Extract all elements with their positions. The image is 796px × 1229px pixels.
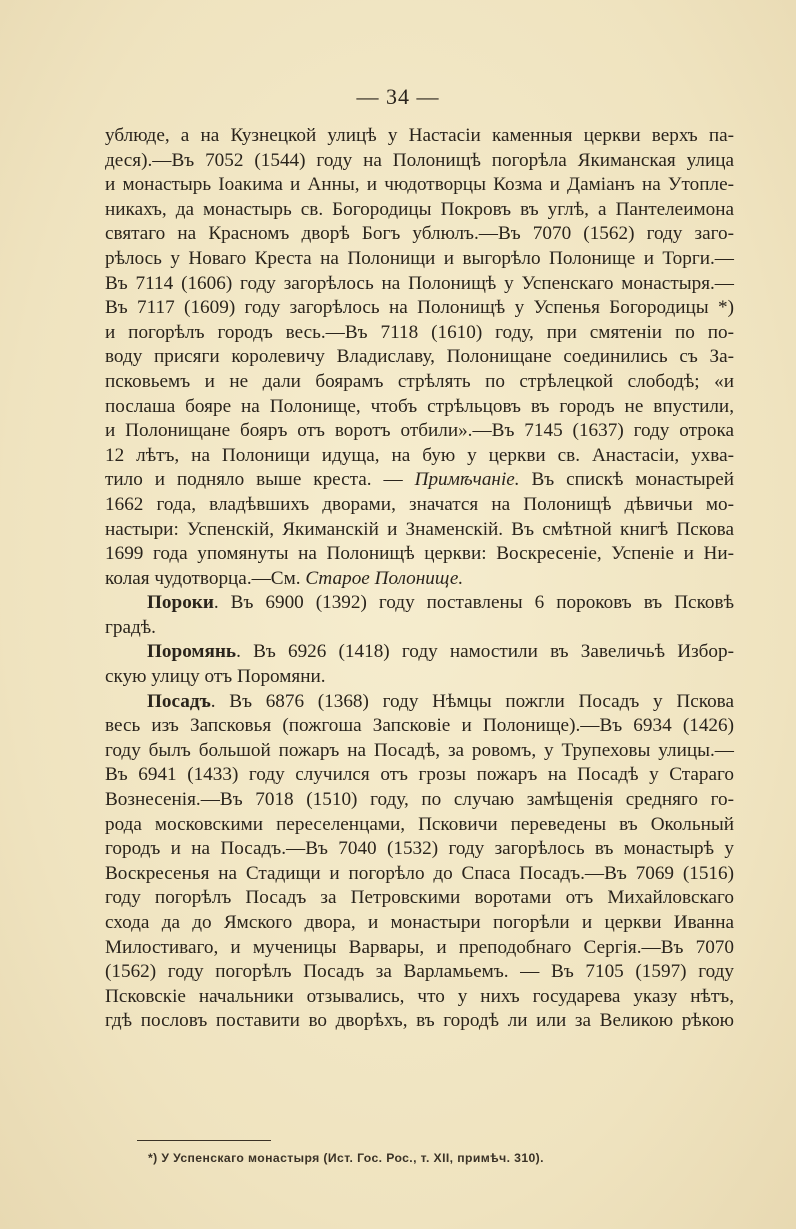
footnote-divider: [137, 1140, 271, 1141]
text-line: городъ и на Посадъ.—Въ 7040 (1532) году загорѣлось въ монастырѣ у: [105, 838, 734, 860]
text-line: святаго на Красномъ дворѣ Богъ ублюлъ.—Въ 7070 (1562) году заго-: [105, 223, 734, 245]
entry-headword: Посадъ: [147, 690, 211, 712]
text-line: и погорѣлъ городъ весь.—Въ 7118 (1610) году, при смятеніи по по-: [105, 321, 734, 343]
text-segment: колая чудотворца.—См.: [105, 567, 306, 589]
text-line: и монастырь Іоакима и Анны, и чюдотворцы Козма и Даміанъ на Утопле-: [105, 174, 734, 196]
text-line: ублюде, а на Кузнецкой улицѣ у Настасіи каменныя церкви верхъ па-: [105, 125, 734, 146]
text-line: году былъ большой пожаръ на Посадѣ, за ровомъ, у Трупеховы улицы.—: [105, 739, 734, 761]
text-segment: . Въ 6926 (1418) году намостили въ Завеличьѣ Избор-: [236, 641, 734, 663]
cross-reference: Старое Полонище.: [305, 567, 464, 589]
text-line: [105, 468, 734, 493]
text-line: 1699 года упомянуты на Полонищѣ церкви: Воскресеніе, Успеніе и Ни-: [105, 543, 734, 565]
text-line: рода московскими переселенцами, Псковичи переведены въ Окольный: [105, 813, 734, 835]
text-line: Въ 6941 (1433) году случился отъ грозы пожаръ на Посадѣ у Стараго: [105, 764, 734, 786]
text-line: Вознесенія.—Въ 7018 (1510) году, по случаю замѣщенія средняго го-: [105, 789, 734, 811]
text-line: гдѣ пословъ поставити во дворѣхъ, въ городѣ ли или за Великою рѣкою: [105, 1010, 734, 1032]
text-segment: Въ спискѣ монастырей: [519, 469, 734, 491]
entry-first-line: [105, 640, 734, 665]
text-line: [105, 567, 734, 592]
text-line: градѣ.: [105, 616, 156, 638]
entry-first-line: [105, 591, 734, 616]
text-line: и Полонищане бояръ отъ воротъ отбили».—Въ 7145 (1637) году отрока: [105, 420, 734, 442]
note-label: Примѣчаніе.: [414, 469, 520, 491]
entry-headword: Пороки: [147, 592, 214, 614]
footnote: *) У Успенскаго монастыря (Ист. Гос. Рос., т. XII, примѣч. 310).: [148, 1151, 544, 1165]
text-line: схода да до Ямского двора, и монастыри погорѣли и церкви Иванна: [105, 912, 734, 933]
text-line: псковьемъ и не дали боярамъ стрѣлять по стрѣлецкой слободѣ; «и: [105, 370, 734, 392]
text-line: Въ 7117 (1609) году загорѣлось на Полонищѣ у Успенья Богородицы *): [105, 297, 734, 319]
text-line: Въ 7114 (1606) году загорѣлось на Полонищѣ у Успенскаго монастыря.—: [105, 272, 734, 294]
text-segment: тило и подняло выше креста. —: [105, 469, 415, 491]
text-line: воду присяги королевичу Владиславу, Полонищане соединились съ За-: [105, 346, 734, 368]
text-segment: . Въ 6900 (1392) году поставлены 6 пороковъ въ Псковѣ: [213, 592, 734, 614]
text-line: Воскресенья на Стадищи и погорѣло до Спаса Посадъ.—Въ 7069 (1516): [105, 862, 734, 884]
text-line: послаша бояре на Полонище, чтобъ стрѣльцовъ въ городъ не впустили,: [105, 395, 734, 417]
entry-headword: Поромянь: [147, 641, 237, 663]
text-line: весь изъ Запсковья (пожгоша Запсковіе и Полонище).—Въ 6934 (1426): [105, 715, 734, 737]
text-line: 12 лѣтъ, на Полонищи идуща, на бую у церкви св. Анастасіи, ухва-: [105, 444, 734, 466]
text-line: рѣлось у Новаго Креста на Полонищи и выгорѣло Полонище и Торги.—: [105, 247, 734, 269]
entry-first-line: [105, 690, 734, 715]
text-line: настыри: Успенскій, Якиманскій и Знаменскій. Въ смѣтной книгѣ Пскова: [105, 518, 734, 540]
text-line: никахъ, да монастырь св. Богородицы Покровъ въ углѣ, а Пантелеимона: [105, 198, 734, 220]
text-line: деся).—Въ 7052 (1544) году на Полонищѣ погорѣла Якиманская улица: [105, 149, 734, 171]
page-number: — 34 —: [356, 84, 440, 109]
text-line: скую улицу отъ Поромяни.: [105, 666, 326, 688]
text-line: году погорѣлъ Посадъ за Петровскими воротами отъ Михайловскаго: [105, 887, 734, 909]
text-line: (1562) году погорѣлъ Посадъ за Варламьемъ. — Въ 7105 (1597) году: [105, 961, 734, 983]
text-line: 1662 года, владѣвшихъ дворами, значатся на Полонищѣ дѣвичьи мо-: [105, 493, 734, 515]
text-line: Милостиваго, и мученицы Варвары, и преподобнаго Сергія.—Въ 7070: [105, 936, 734, 958]
text-line: Псковскіе начальники отзывались, что у нихъ государева указу нѣтъ,: [105, 985, 734, 1007]
body-text: [105, 124, 734, 1034]
text-segment: . Въ 6876 (1368) году Нѣмцы пожгли Посадъ у Пскова: [210, 690, 734, 712]
